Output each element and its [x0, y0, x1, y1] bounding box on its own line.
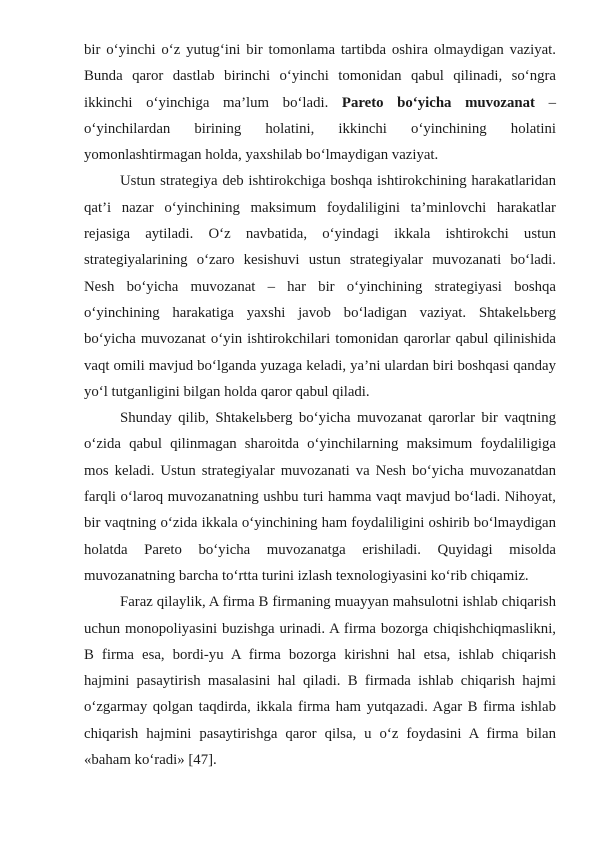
paragraph-1-text-continued: – o‘yinchilardan birining holatini, ikkinchi o‘yinchining holatini yomonlashtirmagan holda, yaxshilab bo‘lmaydigan vaziyat. [84, 94, 556, 164]
paragraph-1-text: bir o‘yinchi o‘z yutug‘ini bir tomonlama tartibda oshira olmaydigan vaziyat. Bunda qaror dastlab birinchi o‘yinchi tomonidan qabul qilinadi, so‘ngra ikkinchi o‘yinchiga ma’lum bo‘ladi. [84, 42, 556, 111]
paragraph-2: Ustun strategiya deb ishtirokchiga boshqa ishtirokchining harakatlaridan qat’i nazar o‘yinchining maksimum foydaliligini ta’minlovchi harakatlar rejasiga aytiladi. O‘z navbatida, o‘yindagi ikkala ishtirokchi ustun strategiyalarining o‘zaro kesishuvi ustun strategiyalar muvozanati bo‘ladi. Nesh bo‘yicha muvozanat – har bir o‘yinchining strategiyasi boshqa o‘yinchining harakatiga yaxshi javob bo‘ladigan vaziyat. Shtakelьberg bo‘yicha muvozanat o‘yin ishtirokchilari tomonidan qarorlar qabul qilinishida vaqt omili mavjud bo‘lganda yuzaga keladi, ya’ni ulardan biri boshqasi qanday yo‘l tutganligini bilgan holda qaror qabul qiladi. [84, 173, 556, 400]
paragraph-3: Shunday qilib, Shtakelьberg bo‘yicha muvozanat qarorlar bir vaqtning o‘zida qabul qilinmagan sharoitda o‘yinchilarning maksimum foydaliligiga mos keladi. Ustun strategiyalar muvozanati va Nesh bo‘yicha muvozanatdan farqli o‘laroq muvozanatning ushbu turi hamma vaqt mavjud bo‘ladi. Nihoyat, bir vaqtning o‘zida ikkala o‘yinchining ham foydaliligini oshirib bo‘lmaydigan holatda Pareto bo‘yicha muvozanatga erishiladi. Quyidagi misolda muvozanatning barcha to‘rtta turini izlash texnologiyasini ko‘rib chiqamiz. [84, 410, 556, 584]
paragraph-1 [84, 37, 556, 168]
paragraph-4: Faraz qilaylik, A firma B firmaning muayyan mahsulotni ishlab chiqarish uchun monopoliyasini buzishga urinadi. A firma bozorga chiqishchiqmaslikni, B firma esa, bordi-yu A firma bozorga kirishni hal etsa, ishlab chiqarish hajmini pasaytirish masalasini hal qiladi. B firmada ishlab chiqarish hajmi o‘zgarmay qolgan taqdirda, ikkala firma ham yutqazadi. Agar B firma ishlab chiqarish hajmini pasaytirishga qaror qilsa, u o‘z foydasini A firma bilan «baham ko‘radi» [47]. [84, 594, 556, 769]
paragraph-1-bold-term: Pareto bo‘yicha muvozanat [341, 94, 535, 111]
document-page [84, 37, 556, 773]
